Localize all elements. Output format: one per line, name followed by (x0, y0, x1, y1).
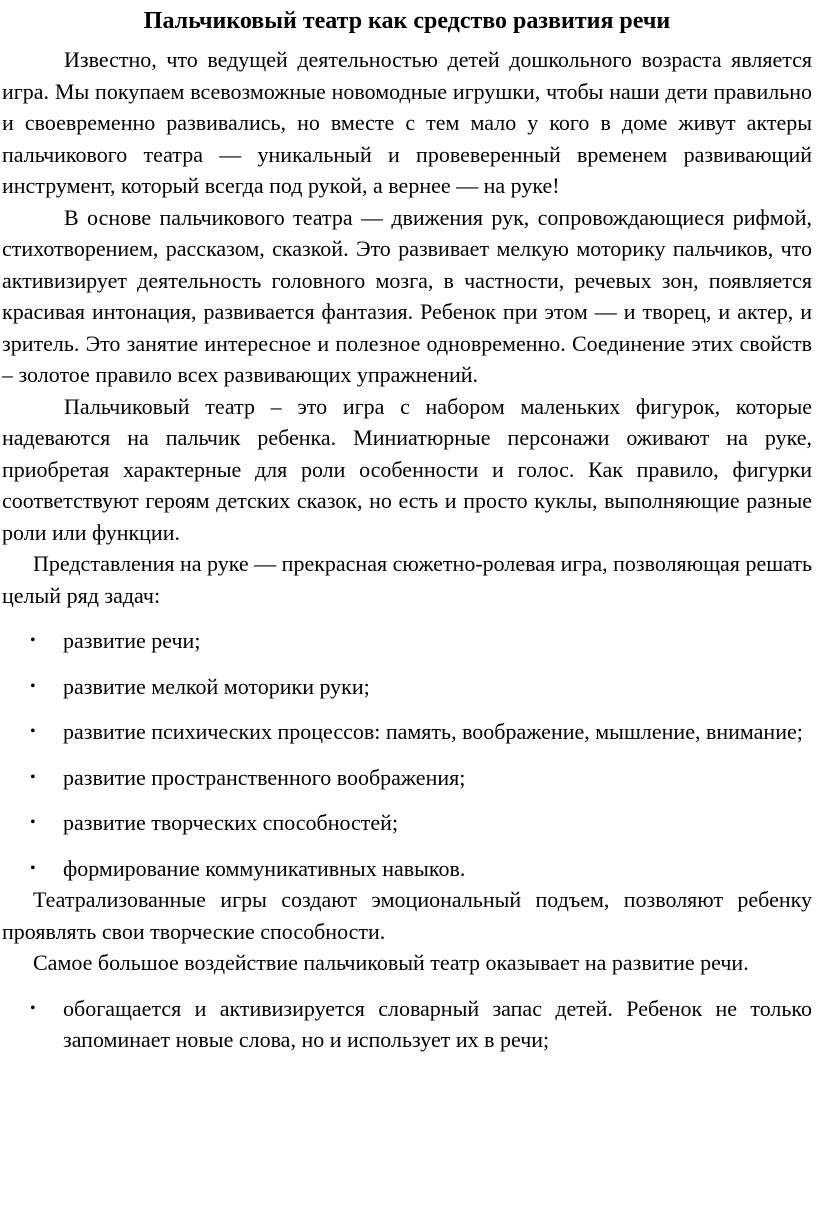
paragraph-intro: Известно, что ведущей деятельностью детей дошкольного возраста является игра. Мы покупаем всевозможные новомодные игрушки, чтобы наши дети правильно и своевременно развивались, но вместе с тем мало у кого в доме живут актеры пальчикового театра — уникальный и провеверенный временем развивающий инструмент, который всегда под рукой, а вернее — на руке! (2, 47, 812, 198)
bullet-icon: • (30, 768, 36, 786)
list-item-text: развитие мелкой моторики руки; (63, 673, 370, 699)
tasks-list (2, 625, 812, 884)
bullet-icon: • (30, 999, 36, 1017)
bullet-icon: • (30, 859, 36, 877)
list-item (2, 625, 812, 657)
bullet-icon: • (30, 677, 36, 695)
list-item-text: развитие пространственного воображения; (63, 764, 466, 790)
list-item (2, 853, 812, 885)
list-item-text: развитие психических процессов: память, воображение, мышление, внимание; (63, 719, 803, 744)
paragraph-tasks-intro: Представления на руке — прекрасная сюжетно-ролевая игра, позволяющая решать целый ряд задач: (2, 551, 812, 608)
bullet-icon: • (30, 723, 36, 740)
paragraph-basis: В основе пальчикового театра — движения рук, сопровождающиеся рифмой, стихотворением, рассказом, сказкой. Это развивает мелкую моторику пальчиков, что активизирует деятельность головного мозга, в частности, речевых зон, появляется красивая интонация, развивается фантазия. Ребенок при этом — и творец, и актер, и зритель. Это занятие интересное и полезное одновременно. Соединение этих свойств – золотое правило всех развивающих упражнений. (2, 204, 812, 387)
paragraph-definition: Пальчиковый театр – это игра с набором маленьких фигурок, которые надеваются на пальчик ребенка. Миниатюрные персонажи оживают на руке, приобретая характерные для роли особенности и голос. Как правило, фигурки соответствуют героям детских сказок, но есть и просто куклы, выполняющие разные роли или функции. (2, 393, 812, 545)
list-item (2, 993, 812, 1056)
bullet-icon: • (30, 814, 36, 831)
speech-effects-list (2, 993, 812, 1056)
paragraph-theatrical-games: Театрализованные игры создают эмоциональный подъем, позволяют ребенку проявлять свои творческие способности. (2, 887, 812, 944)
list-item-text: обогащается и активизируется словарный запас детей. Ребенок не только запоминает новые слова, но и использует их в речи; (63, 995, 812, 1052)
list-item (2, 807, 812, 839)
list-item (2, 716, 812, 748)
list-item (2, 762, 812, 794)
list-item-text: развитие творческих способностей; (63, 810, 399, 835)
list-item-text: развитие речи; (63, 628, 201, 653)
bullet-icon: • (30, 632, 36, 649)
list-item-text: формирование коммуникативных навыков. (63, 855, 466, 881)
list-item (2, 671, 812, 703)
paragraph-impact: Самое большое воздействие пальчиковый театр оказывает на развитие речи. (33, 950, 749, 975)
page-title: Пальчиковый театр как средство развития речи (143, 8, 671, 34)
